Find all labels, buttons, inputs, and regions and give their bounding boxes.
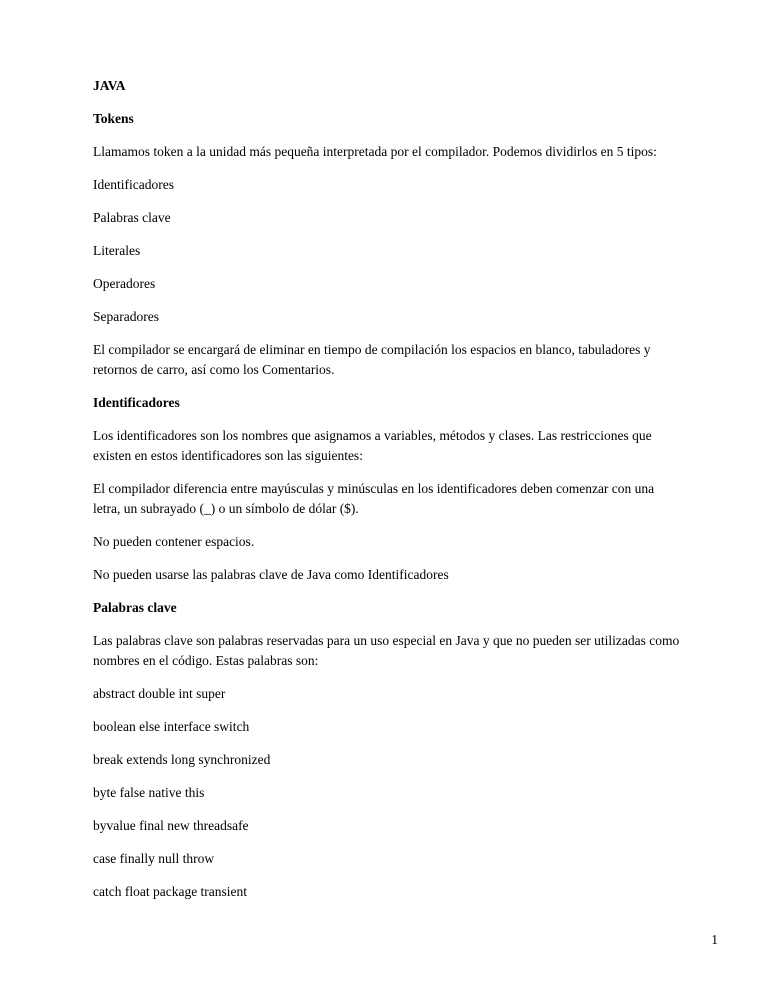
doc-title: JAVA [93,78,126,93]
paragraph-token-intro: Llamamos token a la unidad más pequeña interpretada por el compilador. Podemos dividirlos en 5 tipos: [93,144,657,159]
paragraph-sin-palabras-clave: No pueden usarse las palabras clave de Java como Identificadores [93,567,449,582]
heading-identificadores: Identificadores [93,395,180,410]
keyword-line-2: boolean else interface switch [93,719,250,734]
keyword-line-4: byte false native this [93,785,205,800]
document-content [93,76,683,915]
keyword-line-3: break extends long synchronized [93,752,271,767]
paragraph-identificadores-intro: Los identificadores son los nombres que asignamos a variables, métodos y clases. Las restricciones que existen en estos identificadores son las siguientes: [93,428,652,463]
list-item-palabras-clave: Palabras clave [93,210,171,225]
keyword-line-7: catch float package transient [93,884,248,899]
keyword-line-6: case finally null throw [93,851,215,866]
page-number: 1 [711,932,718,947]
heading-palabras-clave: Palabras clave [93,600,177,615]
list-item-literales: Literales [93,243,141,258]
list-item-identificadores: Identificadores [93,177,174,192]
heading-tokens: Tokens [93,111,134,126]
list-item-separadores: Separadores [93,309,159,324]
keyword-line-1: abstract double int super [93,686,226,701]
paragraph-sin-espacios: No pueden contener espacios. [93,534,255,549]
list-item-operadores: Operadores [93,276,156,291]
paragraph-identificadores-reglas: El compilador diferencia entre mayúsculas y minúsculas en los identificadores deben comenzar con una letra, un subrayado (_) o un símbolo de dólar ($). [93,481,655,516]
paragraph-palabras-clave-intro: Las palabras clave son palabras reservadas para un uso especial en Java y que no pueden ser utilizadas como nombres en el código. Estas palabras son: [93,633,680,668]
paragraph-compilador: El compilador se encargará de eliminar en tiempo de compilación los espacios en blanco, tabuladores y retornos de carro, así como los Comentarios. [93,342,651,377]
keyword-line-5: byvalue final new threadsafe [93,818,249,833]
